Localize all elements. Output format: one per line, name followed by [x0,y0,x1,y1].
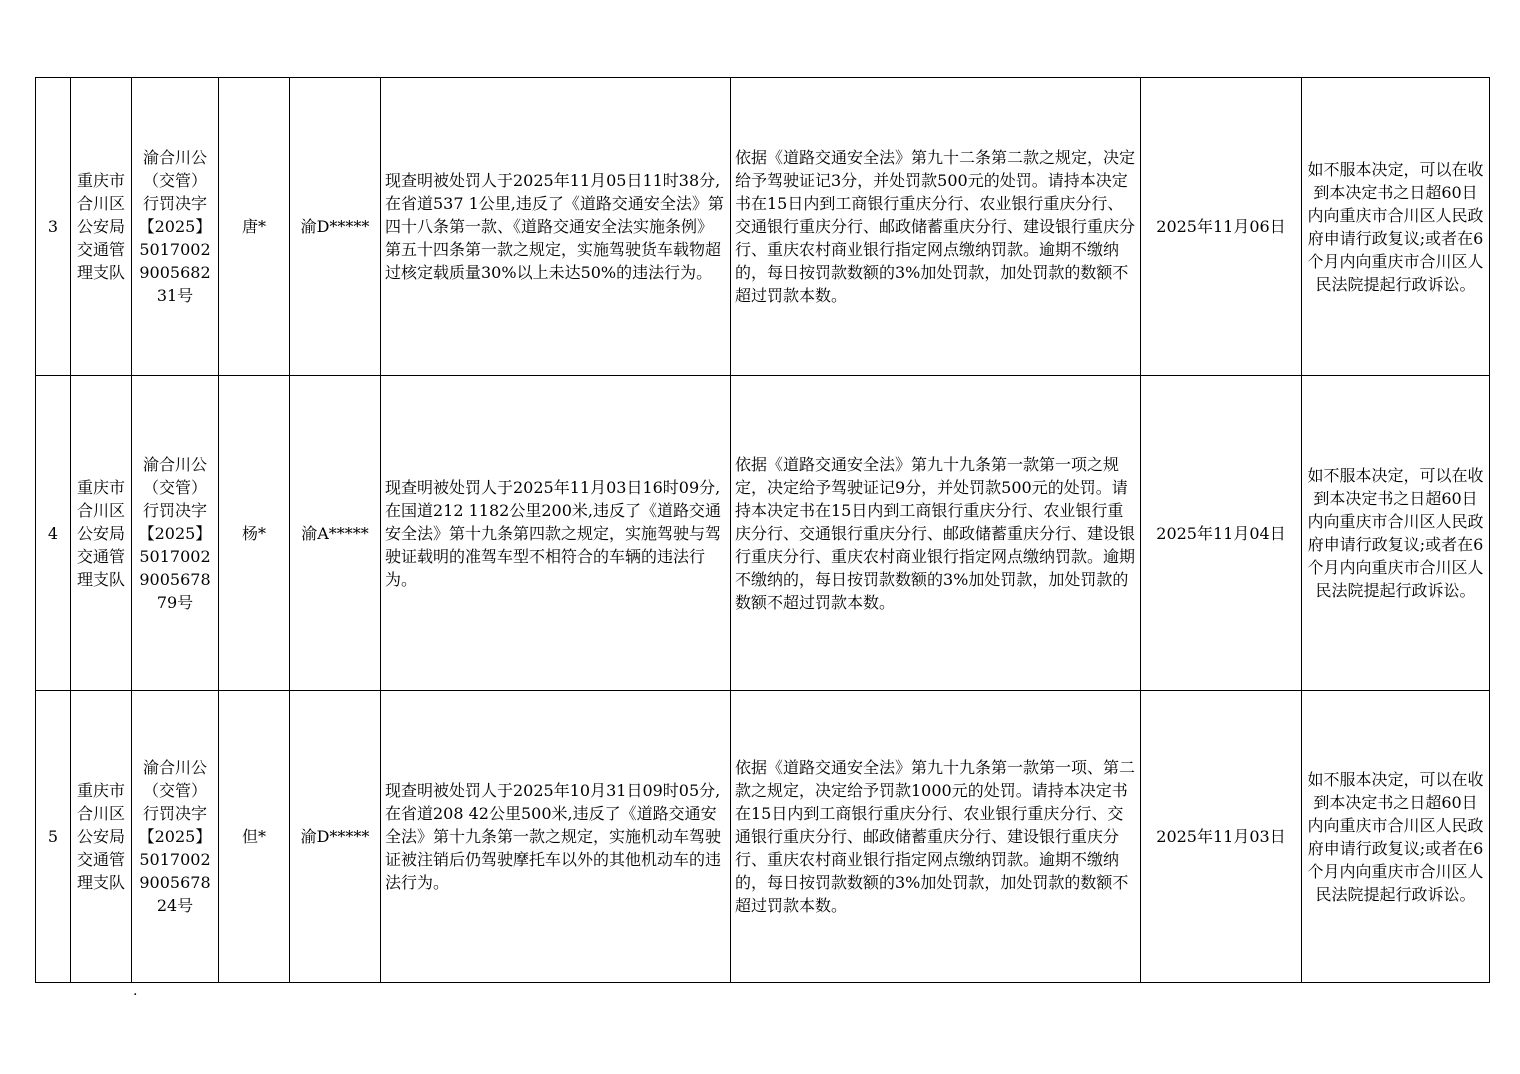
row-number: 4 [36,376,71,691]
decision-date: 2025年11月06日 [1141,78,1302,376]
penalty-basis: 依据《道路交通安全法》第九十二条第二款之规定，决定给予驾驶证记3分，并处罚款500元的处罚。请持本决定书在15日内到工商银行重庆分行、农业银行重庆分行、交通银行重庆分行、邮政储蓄重庆分行、建设银行重庆分行、重庆农村商业银行指定网点缴纳罚款。逾期不缴纳的，每日按罚款数额的3%加处罚款，加处罚款的数额不超过罚款本数。 [731,78,1141,376]
decision-date: 2025年11月03日 [1141,691,1302,983]
plate-number: 渝D***** [290,78,381,376]
remedy-notice: 如不服本决定，可以在收到本决定书之日超60日内向重庆市合川区人民政府申请行政复议;或者在6个月内向重庆市合川区人民法院提起行政诉讼。 [1302,78,1490,376]
agency-name: 重庆市合川区公安局交通管理支队 [71,376,132,691]
offender-name: 但* [219,691,290,983]
decision-number: 渝合川公（交管）行罚决字【2025】5017002900567824号 [132,691,219,983]
row-number: 5 [36,691,71,983]
table-row [36,376,1490,691]
table-row [36,691,1490,983]
decision-number: 渝合川公（交管）行罚决字【2025】5017002900568231号 [132,78,219,376]
violation-facts: 现查明被处罚人于2025年11月05日11时38分,在省道537 1公里,违反了《道路交通安全法》第四十八条第一款、《道路交通安全法实施条例》第五十四条第一款之规定，实施驾驶货车载物超过核定载质量30%以上未达50%的违法行为。 [381,78,731,376]
decision-number: 渝合川公（交管）行罚决字【2025】5017002900567879号 [132,376,219,691]
offender-name: 唐* [219,78,290,376]
row-number: 3 [36,78,71,376]
plate-number: 渝D***** [290,691,381,983]
violation-facts: 现查明被处罚人于2025年10月31日09时05分,在省道208 42公里500米,违反了《道路交通安全法》第十九条第一款之规定，实施机动车驾驶证被注销后仍驾驶摩托车以外的其他机动车的违法行为。 [381,691,731,983]
remedy-notice: 如不服本决定，可以在收到本决定书之日超60日内向重庆市合川区人民政府申请行政复议;或者在6个月内向重庆市合川区人民法院提起行政诉讼。 [1302,376,1490,691]
plate-number: 渝A***** [290,376,381,691]
remedy-notice: 如不服本决定，可以在收到本决定书之日超60日内向重庆市合川区人民政府申请行政复议;或者在6个月内向重庆市合川区人民法院提起行政诉讼。 [1302,691,1490,983]
violation-facts: 现查明被处罚人于2025年11月03日16时09分,在国道212 1182公里200米,违反了《道路交通安全法》第十九条第四款之规定，实施驾驶与驾驶证载明的准驾车型不相符合的车辆的违法行为。 [381,376,731,691]
decision-date: 2025年11月04日 [1141,376,1302,691]
offender-name: 杨* [219,376,290,691]
penalty-basis: 依据《道路交通安全法》第九十九条第一款第一项之规定，决定给予驾驶证记9分，并处罚款500元的处罚。请持本决定书在15日内到工商银行重庆分行、农业银行重庆分行、交通银行重庆分行、邮政储蓄重庆分行、建设银行重庆分行、重庆农村商业银行指定网点缴纳罚款。逾期不缴纳的，每日按罚款数额的3%加处罚款，加处罚款的数额不超过罚款本数。 [731,376,1141,691]
footer-mark: . [133,983,138,999]
penalty-basis: 依据《道路交通安全法》第九十九条第一款第一项、第二款之规定，决定给予罚款1000元的处罚。请持本决定书在15日内到工商银行重庆分行、农业银行重庆分行、交通银行重庆分行、邮政储蓄重庆分行、建设银行重庆分行、重庆农村商业银行指定网点缴纳罚款。逾期不缴纳的，每日按罚款数额的3%加处罚款，加处罚款的数额不超过罚款本数。 [731,691,1141,983]
agency-name: 重庆市合川区公安局交通管理支队 [71,691,132,983]
table-row [36,78,1490,376]
agency-name: 重庆市合川区公安局交通管理支队 [71,78,132,376]
penalty-decision-table [35,77,1490,983]
